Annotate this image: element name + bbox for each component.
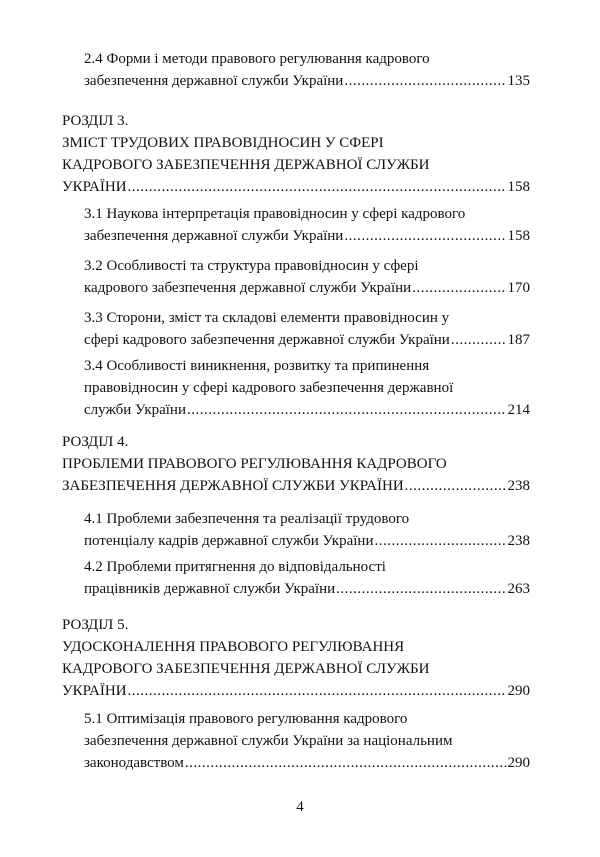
dot-leader	[344, 70, 506, 92]
toc-entry-text: 3.4 Особливості виникнення, розвитку та припинення	[84, 358, 430, 374]
toc-entry-text: забезпечення державної служби України	[84, 73, 344, 89]
toc-entry-text: 5.1 Оптимізація правового регулювання кадрового	[84, 711, 408, 727]
toc-entry-3-1[interactable]	[84, 203, 530, 247]
section-number: РОЗДІЛ 4.	[62, 434, 129, 450]
toc-entry-text: забезпечення державної служби України	[84, 228, 344, 244]
toc-entry-text: законодавством	[84, 755, 184, 771]
dot-leader	[374, 530, 506, 552]
toc-entry-3-2[interactable]	[84, 255, 530, 299]
section-title: ЗАБЕЗПЕЧЕННЯ ДЕРЖАВНОЇ СЛУЖБИ УКРАЇНИ	[62, 478, 404, 494]
toc-entry-3-4[interactable]	[84, 355, 530, 421]
toc-page-number: 158	[507, 228, 530, 244]
dot-leader	[128, 176, 507, 198]
toc-entry-text: сфері кадрового забезпечення державної служби України	[84, 332, 450, 348]
dot-leader	[128, 680, 507, 702]
toc-page-number: 290	[507, 683, 530, 699]
section-title: УКРАЇНИ	[62, 683, 127, 699]
toc-entry-text: 4.1 Проблеми забезпечення та реалізації трудового	[84, 511, 410, 527]
section-title: УДОСКОНАЛЕННЯ ПРАВОВОГО РЕГУЛЮВАННЯ	[62, 639, 405, 655]
section-title: КАДРОВОГО ЗАБЕЗПЕЧЕННЯ ДЕРЖАВНОЇ СЛУЖБИ	[62, 157, 430, 173]
toc-page-number: 214	[507, 402, 530, 418]
toc-page-number: 158	[507, 179, 530, 195]
section-number: РОЗДІЛ 5.	[62, 617, 129, 633]
toc-section-3[interactable]	[62, 110, 530, 198]
dot-leader	[187, 399, 507, 421]
dot-leader	[405, 475, 507, 497]
dot-leader	[336, 578, 506, 600]
toc-entry-4-1[interactable]	[84, 508, 530, 552]
toc-section-4[interactable]	[62, 431, 530, 497]
toc-page-number: 238	[507, 533, 530, 549]
toc-entry-text: 3.3 Сторони, зміст та складові елементи правовідносин у	[84, 310, 450, 326]
toc-entry-2-4[interactable]	[84, 48, 530, 92]
dot-leader	[451, 329, 507, 351]
toc-entry-text: правовідносин у сфері кадрового забезпечення державної	[84, 380, 454, 396]
toc-entry-text: 4.2 Проблеми притягнення до відповідальності	[84, 559, 386, 575]
toc-entry-3-3[interactable]	[84, 307, 530, 351]
section-number: РОЗДІЛ 3.	[62, 113, 129, 129]
toc-page-number: 135	[507, 73, 530, 89]
toc-page-number: 187	[507, 332, 530, 348]
toc-entry-text: 3.1 Наукова інтерпретація правовідносин у сфері кадрового	[84, 206, 466, 222]
toc-page-number: 263	[507, 581, 530, 597]
section-title: УКРАЇНИ	[62, 179, 127, 195]
toc-page-number: 238	[507, 478, 530, 494]
dot-leader	[412, 277, 506, 299]
toc-entry-text: кадрового забезпечення державної служби України	[84, 280, 412, 296]
section-title: ЗМІСТ ТРУДОВИХ ПРАВОВІДНОСИН У СФЕРІ	[62, 135, 384, 151]
dot-leader	[185, 752, 507, 774]
toc-entry-text: 3.2 Особливості та структура правовідносин у сфері	[84, 258, 419, 274]
toc-entry-4-2[interactable]	[84, 556, 530, 600]
toc-page-number: 290	[507, 755, 530, 771]
toc-entry-text: забезпечення державної служби України за національним	[84, 733, 453, 749]
page-number: 4	[296, 799, 304, 815]
section-title: ПРОБЛЕМИ ПРАВОВОГО РЕГУЛЮВАННЯ КАДРОВОГО	[62, 456, 447, 472]
toc-entry-5-1[interactable]	[84, 708, 530, 774]
section-title: КАДРОВОГО ЗАБЕЗПЕЧЕННЯ ДЕРЖАВНОЇ СЛУЖБИ	[62, 661, 430, 677]
toc-page-number: 170	[507, 280, 530, 296]
toc-section-5[interactable]	[62, 614, 530, 702]
toc-entry-text: потенціалу кадрів державної служби України	[84, 533, 374, 549]
dot-leader	[344, 225, 506, 247]
toc-entry-text: 2.4 Форми і методи правового регулювання кадрового	[84, 51, 430, 67]
toc-entry-text: служби України	[84, 402, 186, 418]
toc-entry-text: працівників державної служби України	[84, 581, 336, 597]
